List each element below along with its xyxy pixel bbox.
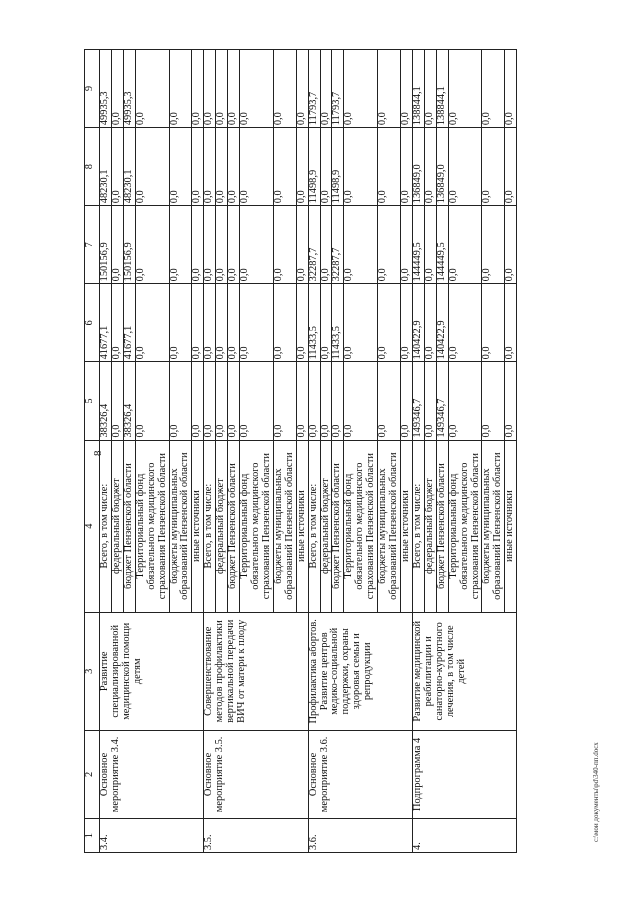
amount-cell: 0,0 [216, 206, 228, 284]
funding-source: иные источники [400, 440, 412, 612]
amount-cell: 0,0 [240, 362, 274, 440]
amount-cell: 0,0 [273, 50, 296, 128]
amount-cell: 0,0 [135, 362, 169, 440]
amount-cell: 0,0 [169, 362, 192, 440]
header-cell: 7 [85, 206, 100, 284]
table-row [204, 50, 216, 853]
funding-source: иные источники [296, 440, 308, 612]
amount-cell: 149346,7 [412, 362, 424, 440]
amount-cell: 0,0 [228, 128, 240, 206]
file-path-footer: c:\мои документы\pd\340-пп.docx [592, 742, 600, 842]
amount-cell: 0,0 [320, 206, 332, 284]
amount-cell: 0,0 [135, 128, 169, 206]
amount-cell: 0,0 [448, 362, 482, 440]
amount-cell: 0,0 [320, 128, 332, 206]
amount-cell: 0,0 [169, 206, 192, 284]
amount-cell: 0,0 [111, 284, 123, 362]
amount-cell: 0,0 [378, 206, 401, 284]
amount-cell: 0,0 [192, 362, 204, 440]
amount-cell: 0,0 [448, 50, 482, 128]
amount-cell: 0,0 [216, 50, 228, 128]
amount-cell: 0,0 [204, 206, 216, 284]
item-number: 3.6. [308, 818, 412, 852]
item-type: Основное мероприятие 3.4. [100, 730, 204, 818]
amount-cell: 0,0 [378, 50, 401, 128]
header-cell: 9 [85, 50, 100, 128]
amount-cell: 0,0 [216, 362, 228, 440]
amount-cell: 11498,9 [308, 128, 320, 206]
amount-cell: 140422,9 [412, 284, 424, 362]
amount-cell: 0,0 [204, 50, 216, 128]
amount-cell: 0,0 [482, 362, 505, 440]
amount-cell: 0,0 [320, 50, 332, 128]
header-cell: 6 [85, 284, 100, 362]
amount-cell: 138844,1 [412, 50, 424, 128]
amount-cell: 41677,1 [123, 284, 135, 362]
amount-cell: 0,0 [228, 206, 240, 284]
amount-cell: 0,0 [135, 284, 169, 362]
table-body [100, 50, 517, 853]
amount-cell: 0,0 [424, 362, 436, 440]
item-name: Совершенствование методов профилактики вертикальной передачи ВИЧ от матери к плоду [204, 612, 308, 730]
amount-cell: 149346,7 [436, 362, 448, 440]
funding-source: федеральный бюджет [216, 440, 228, 612]
item-type: Основное мероприятие 3.5. [204, 730, 308, 818]
amount-cell: 0,0 [344, 362, 378, 440]
item-name: Развитие медицинской реабилитации и санаторно-курортного лечения, в том числе детей [412, 612, 516, 730]
amount-cell: 0,0 [273, 128, 296, 206]
amount-cell: 0,0 [296, 128, 308, 206]
amount-cell: 48230,1 [100, 128, 112, 206]
amount-cell: 38326,4 [100, 362, 112, 440]
amount-cell: 0,0 [273, 284, 296, 362]
amount-cell: 0,0 [135, 50, 169, 128]
amount-cell: 0,0 [424, 128, 436, 206]
amount-cell: 0,0 [400, 128, 412, 206]
amount-cell: 0,0 [378, 362, 401, 440]
amount-cell: 0,0 [204, 284, 216, 362]
funding-source: федеральный бюджет [111, 440, 123, 612]
header-cell: 5 [85, 362, 100, 440]
amount-cell: 0,0 [505, 128, 517, 206]
amount-cell: 0,0 [216, 284, 228, 362]
amount-cell: 150156,9 [123, 206, 135, 284]
amount-cell: 0,0 [482, 284, 505, 362]
amount-cell: 49935,3 [100, 50, 112, 128]
amount-cell: 0,0 [332, 362, 344, 440]
funding-source: бюджеты муниципальных образований Пензенской области [273, 440, 296, 612]
header-cell: 1 [85, 818, 100, 852]
amount-cell: 0,0 [192, 284, 204, 362]
amount-cell: 0,0 [192, 206, 204, 284]
amount-cell: 0,0 [448, 206, 482, 284]
amount-cell: 0,0 [320, 284, 332, 362]
amount-cell: 0,0 [240, 128, 274, 206]
amount-cell: 150156,9 [100, 206, 112, 284]
amount-cell: 0,0 [482, 50, 505, 128]
amount-cell: 11433,5 [308, 284, 320, 362]
amount-cell: 0,0 [240, 284, 274, 362]
amount-cell: 0,0 [344, 284, 378, 362]
amount-cell: 0,0 [400, 362, 412, 440]
amount-cell: 136849,0 [436, 128, 448, 206]
table-row [412, 50, 424, 853]
amount-cell: 0,0 [424, 50, 436, 128]
amount-cell: 0,0 [111, 206, 123, 284]
amount-cell: 0,0 [344, 206, 378, 284]
amount-cell: 0,0 [378, 284, 401, 362]
amount-cell: 0,0 [505, 284, 517, 362]
funding-source: Всего, в том числе: [100, 440, 112, 612]
funding-source: бюджет Пензенской области [436, 440, 448, 612]
funding-table [84, 49, 517, 853]
funding-source: Территориальный фонд обязательного медицинского страхования Пензенской области [448, 440, 482, 612]
amount-cell: 0,0 [424, 284, 436, 362]
funding-source: Территориальный фонд обязательного медицинского страхования Пензенской области [135, 440, 169, 612]
header-cell: 3 [85, 612, 100, 730]
amount-cell: 11793,7 [308, 50, 320, 128]
amount-cell: 0,0 [192, 128, 204, 206]
amount-cell: 140422,9 [436, 284, 448, 362]
amount-cell: 0,0 [111, 362, 123, 440]
amount-cell: 48230,1 [123, 128, 135, 206]
amount-cell: 0,0 [308, 362, 320, 440]
amount-cell: 0,0 [204, 362, 216, 440]
item-number: 3.5. [204, 818, 308, 852]
funding-source: иные источники [192, 440, 204, 612]
amount-cell: 136849,0 [412, 128, 424, 206]
amount-cell: 0,0 [482, 128, 505, 206]
funding-source: бюджет Пензенской области [228, 440, 240, 612]
funding-table-sheet [84, 49, 591, 853]
amount-cell: 0,0 [505, 362, 517, 440]
amount-cell: 138844,1 [436, 50, 448, 128]
funding-source: иные источники [505, 440, 517, 612]
amount-cell: 0,0 [111, 128, 123, 206]
amount-cell: 0,0 [135, 206, 169, 284]
amount-cell: 0,0 [378, 128, 401, 206]
amount-cell: 0,0 [111, 50, 123, 128]
funding-source: Территориальный фонд обязательного медицинского страхования Пензенской области [344, 440, 378, 612]
amount-cell: 144449,5 [436, 206, 448, 284]
funding-source: бюджеты муниципальных образований Пензенской области [482, 440, 505, 612]
amount-cell: 11793,7 [332, 50, 344, 128]
funding-source: Территориальный фонд обязательного медицинского страхования Пензенской области [240, 440, 274, 612]
amount-cell: 0,0 [296, 362, 308, 440]
amount-cell: 0,0 [240, 50, 274, 128]
amount-cell: 11433,5 [332, 284, 344, 362]
amount-cell: 0,0 [505, 206, 517, 284]
funding-source: бюджеты муниципальных образований Пензенской области [378, 440, 401, 612]
amount-cell: 0,0 [424, 206, 436, 284]
amount-cell: 0,0 [344, 128, 378, 206]
item-name: Развитие специализированной медицинской помощи детям [100, 612, 204, 730]
amount-cell: 0,0 [240, 206, 274, 284]
amount-cell: 0,0 [296, 284, 308, 362]
item-type: Подпрограмма 4 [412, 730, 516, 818]
amount-cell: 0,0 [400, 206, 412, 284]
amount-cell: 49935,3 [123, 50, 135, 128]
amount-cell: 32287,7 [308, 206, 320, 284]
funding-source: бюджет Пензенской области [332, 440, 344, 612]
amount-cell: 11498,9 [332, 128, 344, 206]
item-number: 4. [412, 818, 516, 852]
amount-cell: 0,0 [273, 362, 296, 440]
funding-source: бюджеты муниципальных образований Пензенской области [169, 440, 192, 612]
amount-cell: 0,0 [216, 128, 228, 206]
funding-source: Всего, в том числе: [412, 440, 424, 612]
item-name: Профилактика абортов. Развитие центров медико-социальной поддержки, охраны здоровья семьи и репродукции [308, 612, 412, 730]
header-cell: 8 [85, 128, 100, 206]
amount-cell: 0,0 [169, 284, 192, 362]
amount-cell: 0,0 [169, 50, 192, 128]
amount-cell: 0,0 [296, 50, 308, 128]
amount-cell: 32287,7 [332, 206, 344, 284]
funding-source: федеральный бюджет [424, 440, 436, 612]
amount-cell: 0,0 [482, 206, 505, 284]
amount-cell: 0,0 [192, 50, 204, 128]
amount-cell: 0,0 [169, 128, 192, 206]
table-row [100, 50, 112, 853]
amount-cell: 0,0 [228, 284, 240, 362]
amount-cell: 0,0 [344, 50, 378, 128]
amount-cell: 0,0 [505, 50, 517, 128]
amount-cell: 0,0 [400, 284, 412, 362]
page-number: 8 [92, 450, 104, 456]
amount-cell: 0,0 [320, 362, 332, 440]
header-row [85, 50, 100, 853]
amount-cell: 0,0 [448, 284, 482, 362]
item-number: 3.4. [100, 818, 204, 852]
amount-cell: 144449,5 [412, 206, 424, 284]
amount-cell: 38326,4 [123, 362, 135, 440]
table-row [308, 50, 320, 853]
funding-source: бюджет Пензенской области [123, 440, 135, 612]
item-type: Основное мероприятие 3.6. [308, 730, 412, 818]
funding-source: федеральный бюджет [320, 440, 332, 612]
header-cell: 4 [85, 440, 100, 612]
funding-source: Всего, в том числе: [308, 440, 320, 612]
amount-cell: 0,0 [400, 50, 412, 128]
header-cell: 2 [85, 730, 100, 818]
amount-cell: 0,0 [273, 206, 296, 284]
amount-cell: 41677,1 [100, 284, 112, 362]
amount-cell: 0,0 [296, 206, 308, 284]
funding-source: Всего, в том числе: [204, 440, 216, 612]
amount-cell: 0,0 [204, 128, 216, 206]
amount-cell: 0,0 [228, 362, 240, 440]
amount-cell: 0,0 [448, 128, 482, 206]
amount-cell: 0,0 [228, 50, 240, 128]
